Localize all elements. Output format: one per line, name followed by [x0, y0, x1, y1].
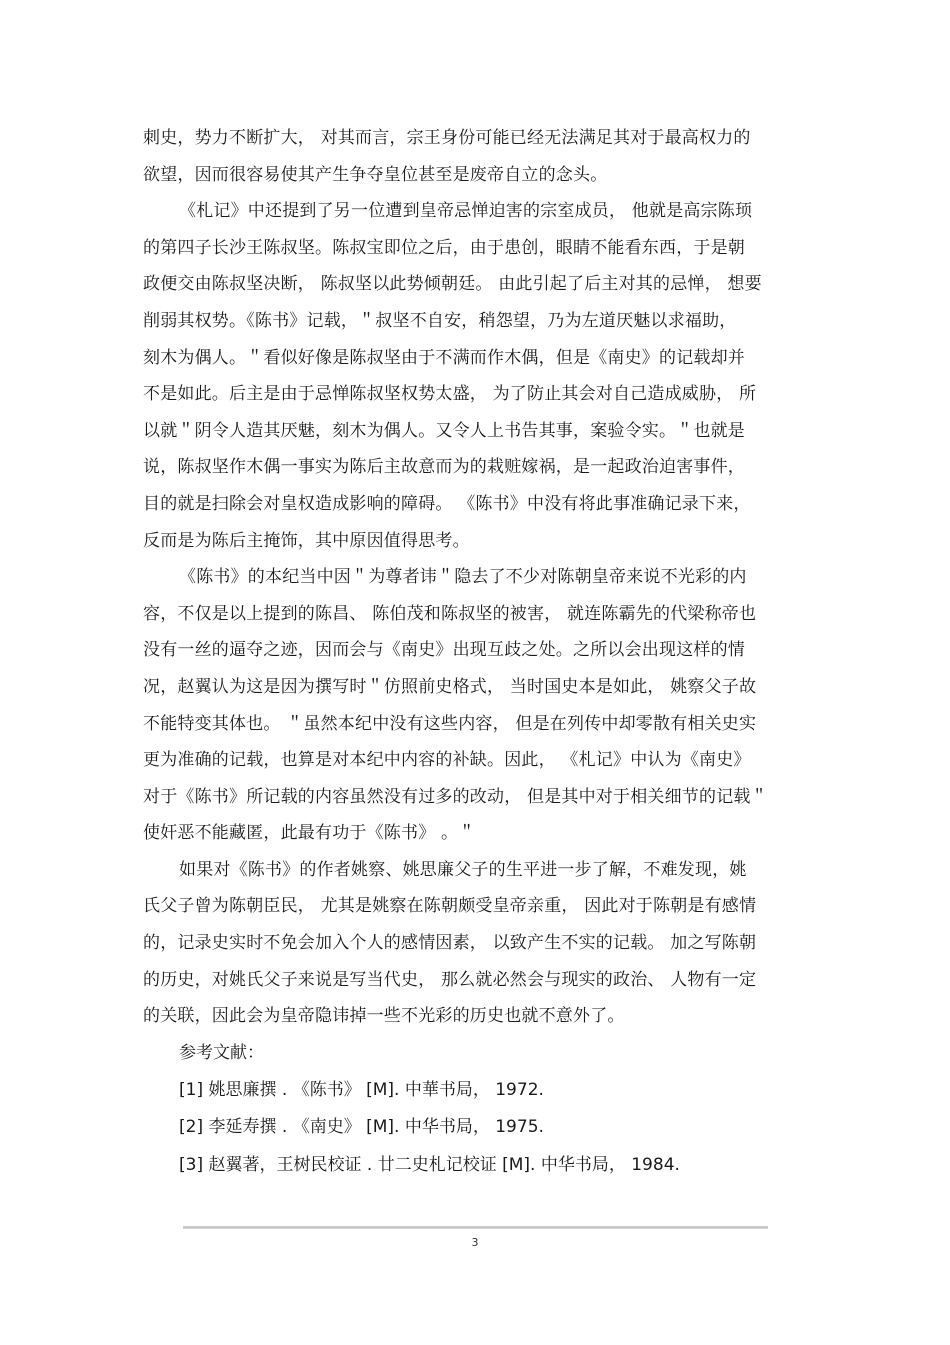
text-line: 更为准确的记载，也算是对本纪中内容的补缺。因此， 《札记》中认为《南史》	[143, 750, 751, 771]
text-line: 刻木为偶人。＂看似好像是陈叔坚由于不满而作木偶，但是《南史》的记载却并	[143, 347, 745, 368]
text-line: 刺史，势力不断扩大， 对其而言，宗王身份可能已经无法满足其对于最高权力的	[143, 128, 751, 148]
text-line: 容，不仅是以上提到的陈昌、 陈伯茂和陈叔坚的被害， 就连陈霸先的代梁称帝也	[143, 603, 757, 624]
text-line: 氏父子曾为陈朝臣民， 尤其是姚察在陈朝颇受皇帝亲重， 因此对于陈朝是有感情	[143, 896, 757, 917]
text-line: 没有一丝的逼夺之迹，因而会与《南史》出现互歧之处。之所以会出现这样的情	[143, 640, 745, 661]
text-line: 《札记》中还提到了另一位遭到皇帝忌惮迫害的宗室成员， 他就是高宗陈顼	[179, 201, 753, 222]
text-line: 况，赵翼认为这是因为撰写时＂仿照前史格式， 当时国史本是如此， 姚察父子故	[143, 676, 757, 697]
text-line: 的历史，对姚氏父子来说是写当代史， 那么就必然会与现实的政治、 人物有一定	[143, 969, 757, 990]
reference-item: [3] 赵翼著，王树民校证 . 廿二史札记校证 [M]. 中华书局， 1984.	[179, 1154, 680, 1175]
text-line: 《陈书》的本纪当中因＂为尊者讳＂隐去了不少对陈朝皇帝来说不光彩的内	[179, 567, 747, 588]
text-line: 如果对《陈书》的作者姚察、姚思廉父子的生平进一步了解，不难发现，姚	[179, 859, 747, 880]
text-line: 的第四子长沙王陈叔坚。陈叔宝即位之后，由于患创，眼睛不能看东西，于是朝	[143, 237, 745, 258]
text-line: 不能特变其体也。 ＂虽然本纪中没有这些内容， 但是在列传中却零散有相关史实	[143, 713, 757, 734]
reference-item: [2] 李延寿撰 . 《南史》 [M]. 中华书局， 1975.	[179, 1117, 544, 1138]
text-line: 削弱其权势。《陈书》记载，＂叔坚不自安，稍怨望，乃为左道厌魅以求福助，	[143, 310, 737, 331]
text-line: 说，陈叔坚作木偶一事实为陈后主故意而为的栽赃嫁祸，是一起政治迫害事件，	[143, 457, 745, 478]
document-body	[143, 120, 813, 1184]
text-line: 反而是为陈后主掩饰，其中原因值得思考。	[143, 530, 470, 551]
text-line: 目的就是扫除会对皇权造成影响的障碍。 《陈书》中没有将此事准确记录下来，	[143, 493, 751, 514]
references-title: 参考文献：	[179, 1042, 264, 1063]
text-line: 欲望，因而很容易使其产生争夺皇位甚至是废帝自立的念头。	[143, 164, 608, 185]
text-line: 的关联，因此会为皇帝隐讳掉一些不光彩的历史也就不意外了。	[143, 1006, 625, 1027]
text-line: 政便交由陈叔坚决断， 陈叔坚以此势倾朝廷。 由此引起了后主对其的忌惮， 想要	[143, 274, 762, 295]
text-line: 不是如此。后主是由于忌惮陈叔坚权势太盛， 为了防止其会对自己造成威胁， 所	[143, 384, 757, 405]
page-number: 3	[471, 1236, 479, 1249]
text-line: 使奸恶不能藏匿，此最有功于《陈书》 。＂	[143, 823, 476, 844]
footer-divider	[183, 1226, 768, 1229]
reference-item: [1] 姚思廉撰 . 《陈书》 [M]. 中華书局， 1972.	[179, 1079, 544, 1100]
text-line: 的，记录史实时不免会加入个人的感情因素， 以致产生不实的记载。 加之写陈朝	[143, 933, 757, 954]
text-line: 对于《陈书》所记载的内容虽然没有过多的改动， 但是其中对于相关细节的记载＂	[143, 786, 768, 807]
text-line: 以就＂阴令人造其厌魅，刻木为偶人。又令人上书告其事，案验令实。＂也就是	[143, 420, 745, 441]
